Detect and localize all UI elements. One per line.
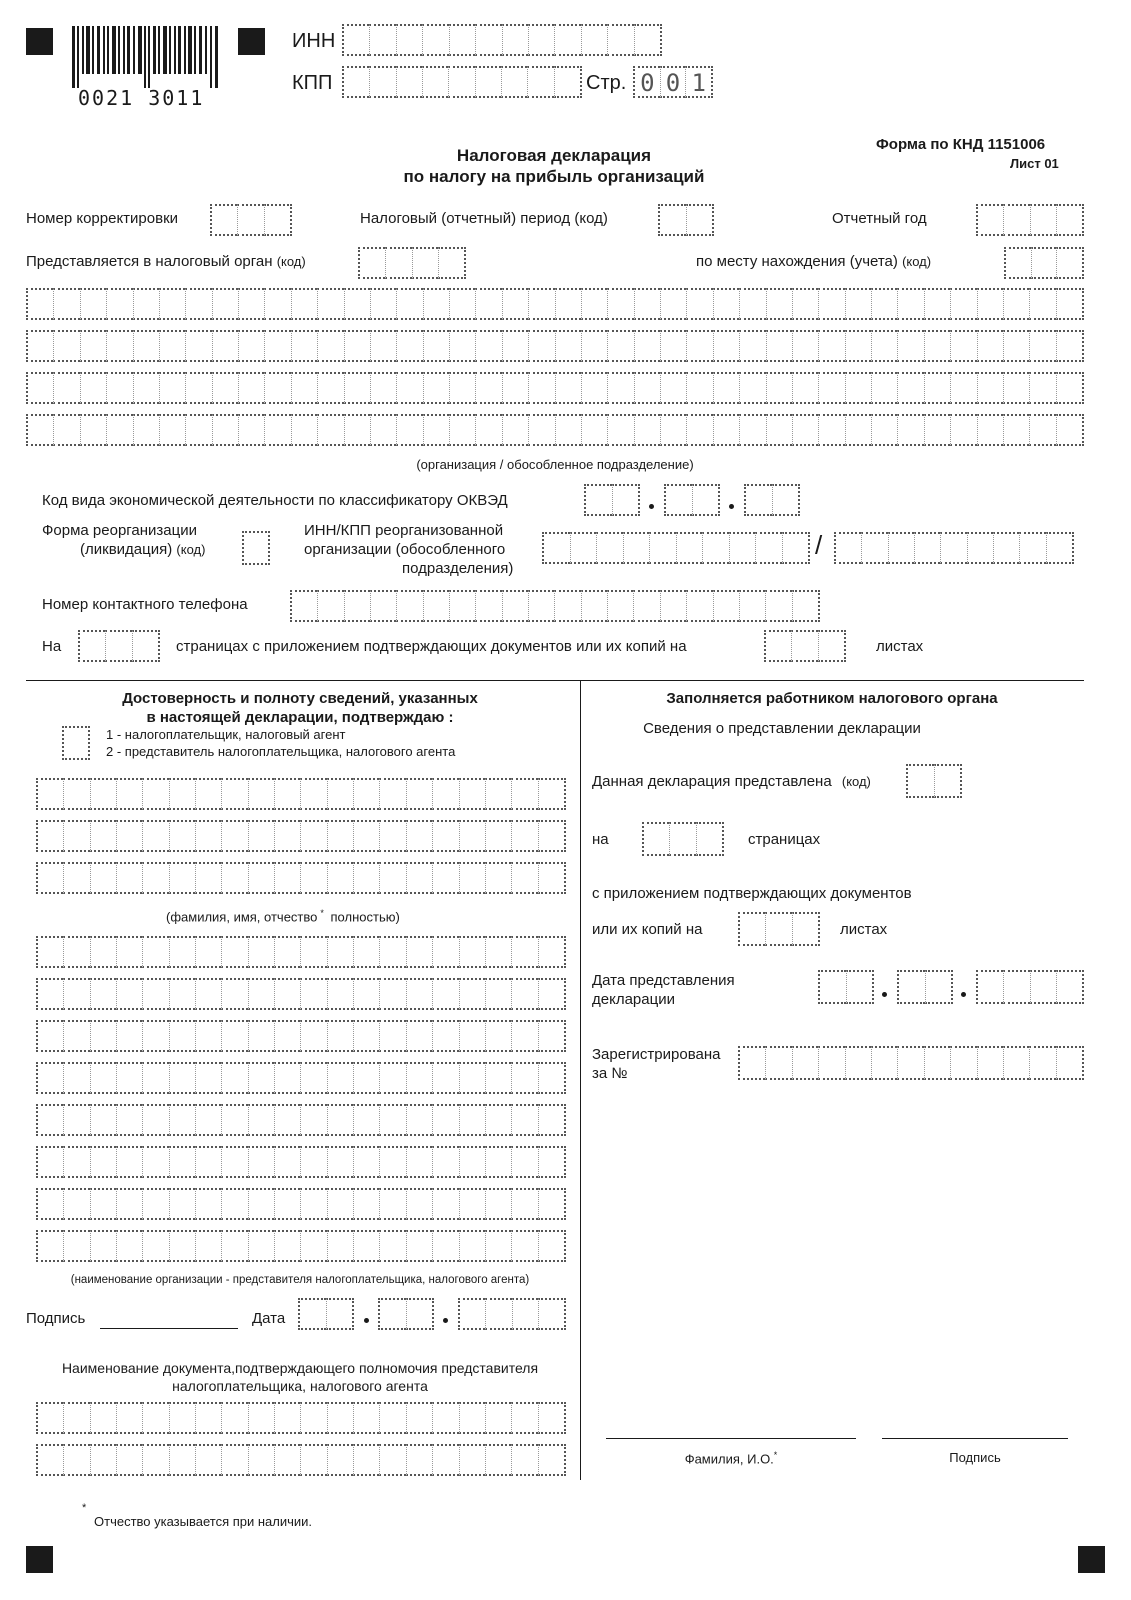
submission-date-day[interactable]	[818, 970, 874, 1004]
okved-field-1[interactable]	[584, 484, 640, 516]
correction-number-field[interactable]	[210, 204, 292, 236]
reporting-year-field[interactable]	[976, 204, 1084, 236]
okved-field-3[interactable]	[744, 484, 800, 516]
sign-date-month[interactable]	[378, 1298, 434, 1330]
barcode	[72, 26, 218, 88]
pages-prefix: На	[42, 638, 62, 655]
corner-marker	[26, 28, 53, 55]
on-label: на	[592, 831, 609, 848]
sign-date-year[interactable]	[458, 1298, 566, 1330]
reorg-form-field[interactable]	[242, 531, 270, 565]
page-title: Налоговая декларация	[456, 146, 652, 165]
section-divider	[26, 680, 1084, 681]
separator-dot	[443, 1318, 448, 1323]
authority-doc-label-1: Наименование документа,подтверждающего полномочия представителя	[61, 1360, 539, 1376]
phone-field[interactable]	[290, 590, 820, 622]
submitted-pages-field[interactable]	[642, 822, 724, 856]
signer-type-field[interactable]	[62, 726, 90, 760]
organization-name-field[interactable]	[26, 288, 1084, 446]
page-label: Стр.	[586, 72, 627, 94]
submission-subheading: Сведения о представлении декларации	[643, 720, 921, 737]
inn-label: ИНН	[292, 30, 336, 52]
registered-label-2: за №	[592, 1065, 628, 1082]
sheets-label: листах	[840, 921, 888, 938]
corner-marker	[26, 1546, 53, 1573]
registration-number-field[interactable]	[738, 1046, 1084, 1080]
page-subtitle: по налогу на прибыль организаций	[403, 167, 705, 186]
reorg-inn-label-1: ИНН/КПП реорганизованной	[304, 522, 504, 539]
reorg-inn-label-3: подразделения)	[402, 560, 514, 577]
tax-period-label: Налоговый (отчетный) период (код)	[360, 210, 608, 227]
signature-label: Подпись	[26, 1310, 86, 1327]
authority-doc-label-2: налогоплательщика, налогового агента	[172, 1378, 428, 1394]
signer-fio-field[interactable]	[36, 778, 566, 894]
fio-caption: (фамилия, имя, отчество * полностью)	[166, 908, 400, 925]
reorg-form-label-2: (ликвидация) (код)	[80, 541, 206, 558]
representative-org-field[interactable]	[36, 936, 566, 1262]
separator-dot	[961, 992, 966, 997]
tax-authority-label: Представляется в налоговый орган (код)	[26, 253, 306, 270]
corner-marker	[1078, 1546, 1105, 1573]
signer-option-1: 1 - налогоплательщик, налоговый агент	[106, 727, 346, 742]
signer-option-2: 2 - представитель налогоплательщика, налогового агента	[106, 744, 456, 759]
sheets-field[interactable]	[764, 630, 846, 662]
submission-date-label-1: Дата представления	[592, 972, 735, 989]
okved-field-2[interactable]	[664, 484, 720, 516]
submitted-code-field[interactable]	[906, 764, 962, 798]
column-divider	[580, 680, 581, 1480]
date-label: Дата	[252, 1310, 286, 1327]
tax-authority-field[interactable]	[358, 247, 466, 279]
officer-name-line[interactable]	[606, 1438, 856, 1439]
attachments-label-2: или их копий на	[592, 921, 703, 938]
separator-dot	[882, 992, 887, 997]
attachment-sheets-field[interactable]	[738, 912, 820, 946]
page-number-field[interactable]: 0 0 1	[633, 66, 713, 98]
reorg-form-label: Форма реорганизации	[42, 522, 197, 539]
kpp-label: КПП	[292, 72, 333, 94]
sign-date-day[interactable]	[298, 1298, 354, 1330]
separator-dot	[729, 504, 734, 509]
footnote-asterisk: *	[82, 1502, 87, 1514]
reorg-inn-label-2: организации (обособленного	[304, 541, 506, 558]
phone-label: Номер контактного телефона	[42, 596, 248, 613]
pages-label: страницах	[748, 831, 821, 848]
confirmation-heading-1: Достоверность и полноту сведений, указанных	[122, 690, 478, 707]
footnote-text: Отчество указывается при наличии.	[94, 1514, 313, 1529]
submitted-label: Данная декларация представлена (код)	[592, 773, 871, 790]
pages-field[interactable]	[78, 630, 160, 662]
okved-label: Код вида экономической деятельности по классификатору ОКВЭД	[42, 492, 508, 509]
authority-doc-field[interactable]	[36, 1402, 566, 1476]
officer-name-caption: Фамилия, И.О.*	[684, 1450, 778, 1467]
location-code-field[interactable]	[1004, 247, 1084, 279]
submission-date-year[interactable]	[976, 970, 1084, 1004]
tax-office-heading: Заполняется работником налогового органа	[666, 690, 998, 707]
confirmation-heading-2: в настоящей декларации, подтверждаю :	[146, 709, 454, 726]
correction-number-label: Номер корректировки	[26, 210, 179, 227]
pages-suffix: листах	[876, 638, 924, 655]
pages-middle: страницах с приложением подтверждающих документов или их копий на	[176, 638, 687, 655]
location-label: по месту нахождения (учета) (код)	[696, 253, 932, 270]
corner-marker	[238, 28, 265, 55]
reporting-year-label: Отчетный год	[832, 210, 927, 227]
attachments-label-1: с приложением подтверждающих документов	[592, 885, 912, 902]
sheet-number: Лист 01	[1010, 156, 1059, 171]
registered-label-1: Зарегистрирована	[592, 1046, 721, 1063]
form-code: Форма по КНД 1151006	[876, 136, 1046, 153]
barcode-number: 0021 3011	[78, 86, 205, 110]
representative-org-caption: (наименование организации - представителя налогоплательщика, налогового агента)	[70, 1274, 530, 1286]
reorg-inn-field[interactable]	[542, 532, 810, 564]
submission-date-label-2: декларации	[592, 991, 675, 1008]
signature-line[interactable]	[100, 1328, 238, 1329]
inn-kpp-slash: /	[815, 530, 823, 560]
officer-signature-caption: Подпись	[949, 1450, 1001, 1465]
organization-caption: (организация / обособленное подразделение)	[416, 457, 694, 472]
kpp-field[interactable]	[342, 66, 582, 98]
submission-date-month[interactable]	[897, 970, 953, 1004]
officer-signature-line[interactable]	[882, 1438, 1068, 1439]
reorg-kpp-field[interactable]	[834, 532, 1074, 564]
inn-field[interactable]	[342, 24, 662, 56]
separator-dot	[364, 1318, 369, 1323]
separator-dot	[649, 504, 654, 509]
tax-period-field[interactable]	[658, 204, 714, 236]
